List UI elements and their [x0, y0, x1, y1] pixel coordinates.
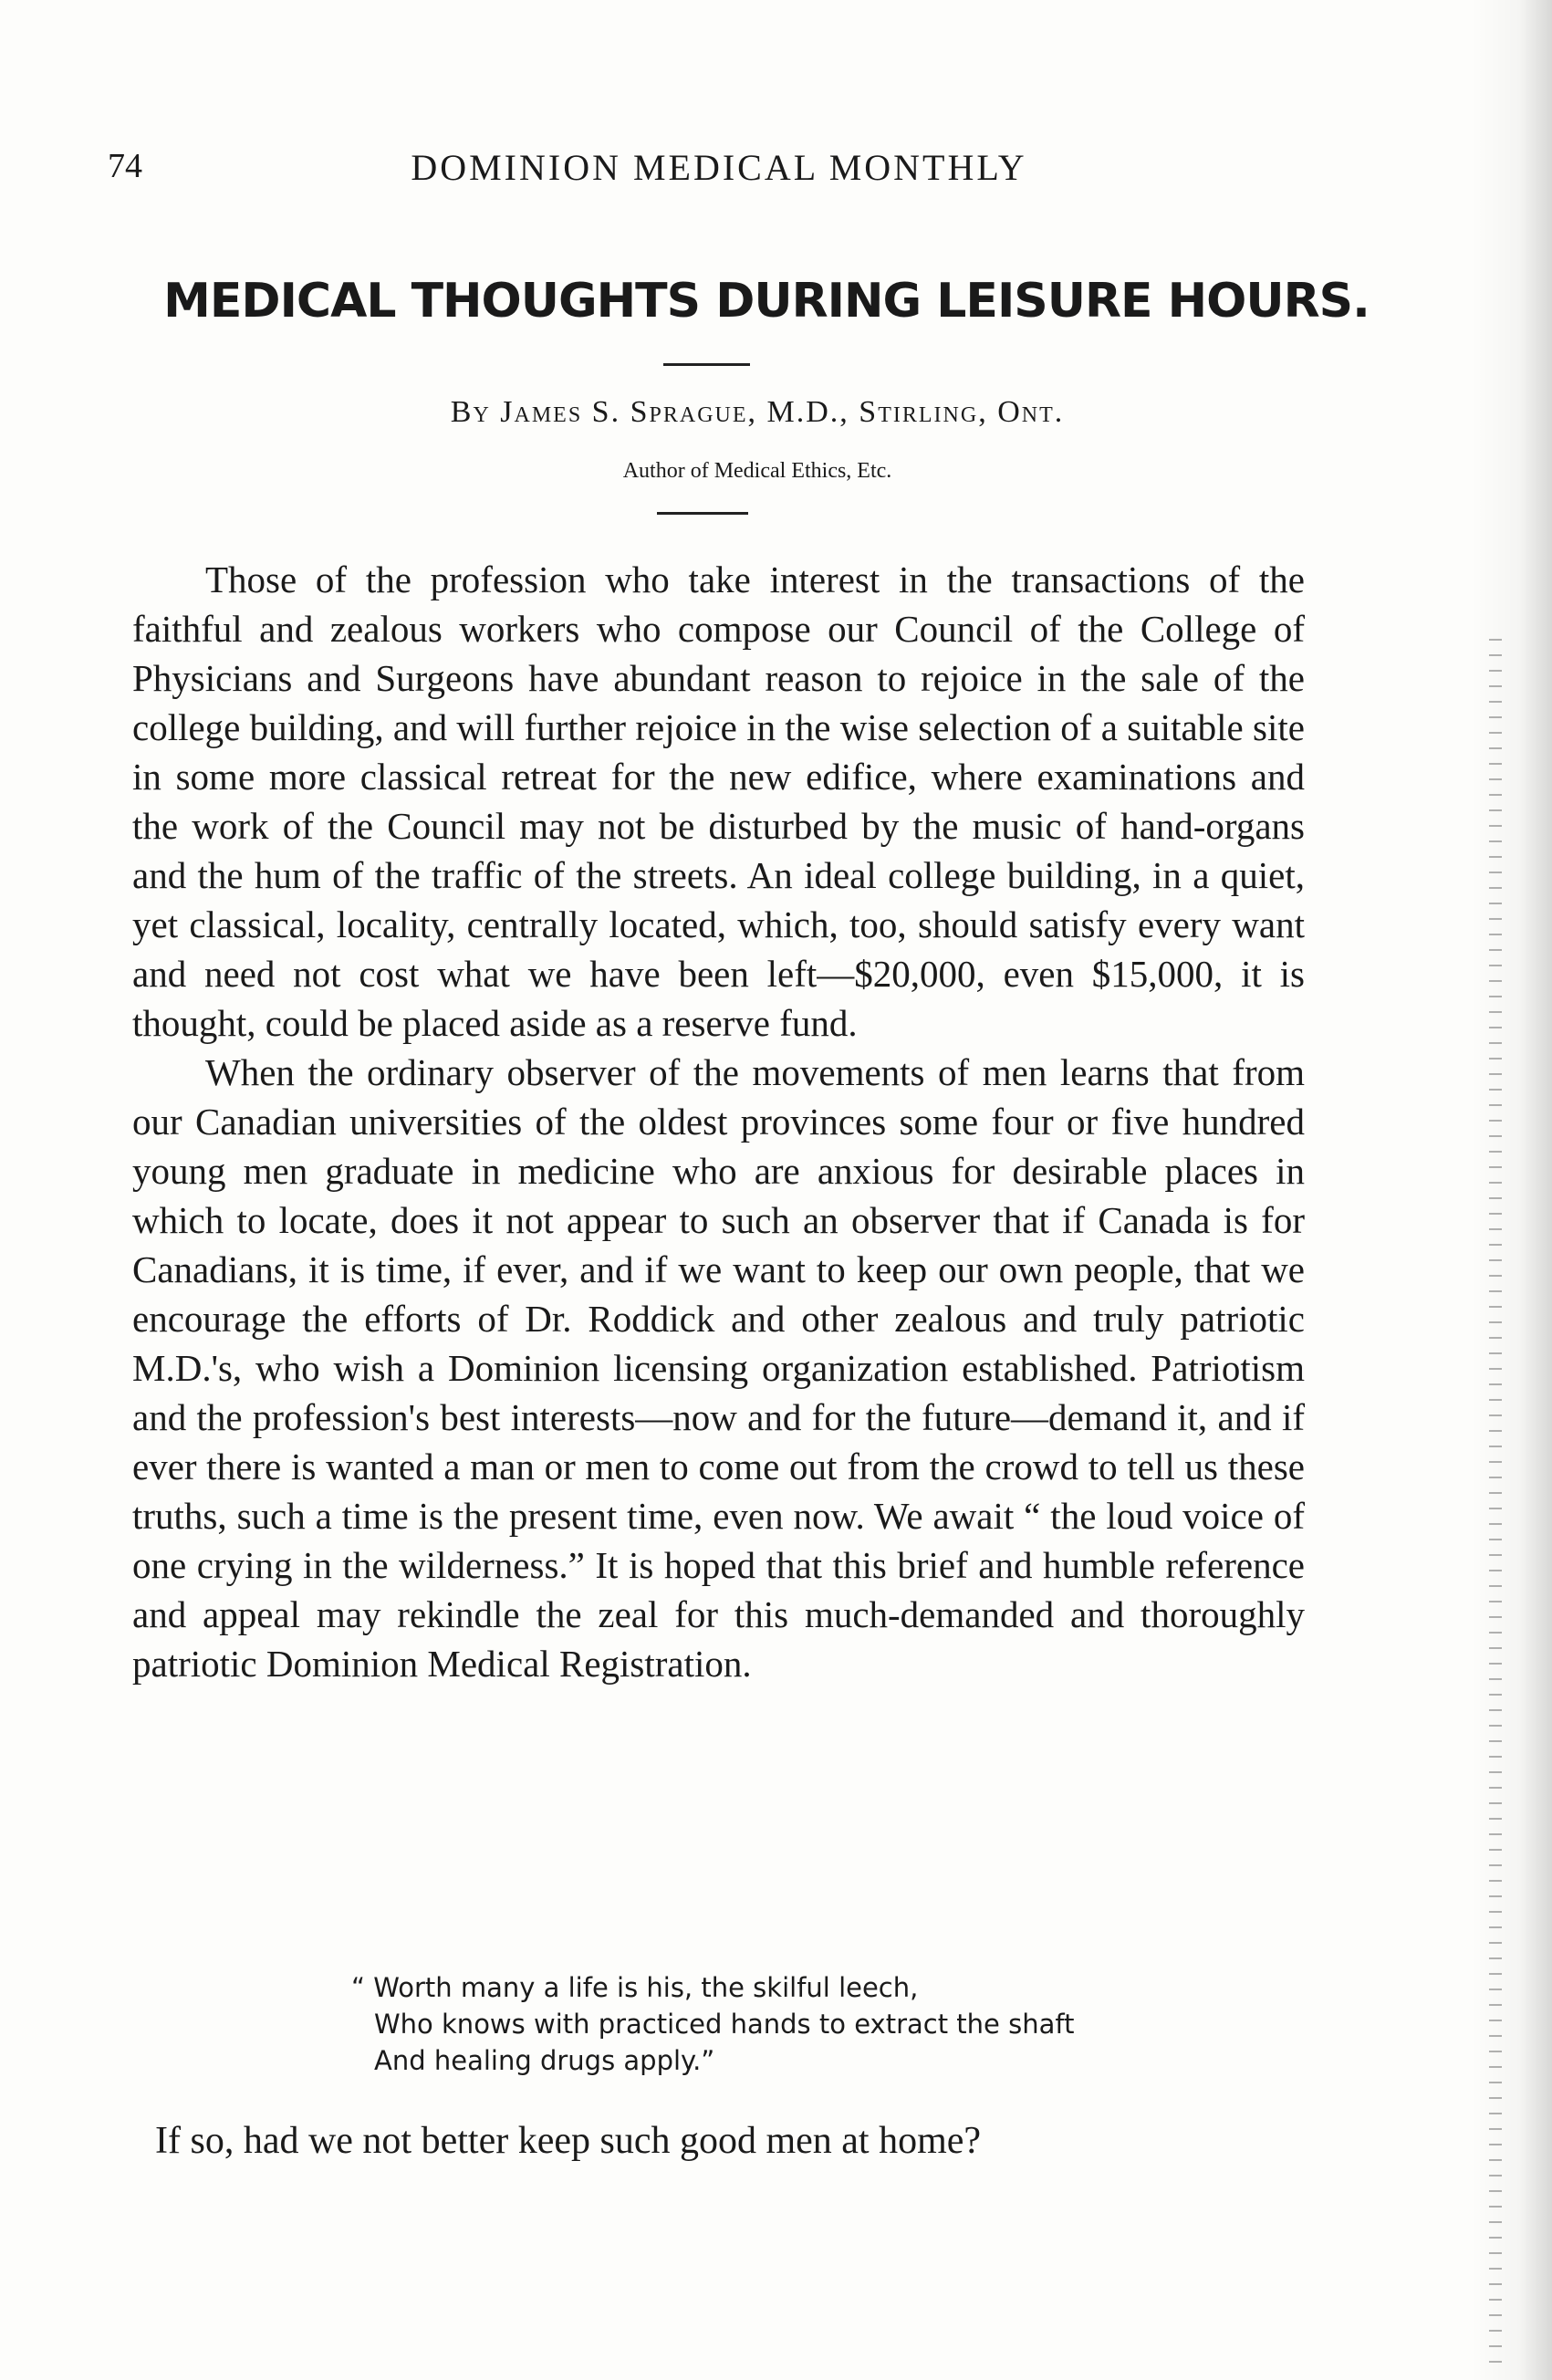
verse-line: And healing drugs apply.”	[374, 2045, 715, 2076]
author-credit: Author of Medical Ethics, Etc.	[622, 459, 892, 483]
title-divider	[663, 363, 750, 366]
verse-line: “ Worth many a life is his, the skilful leech,	[351, 1972, 919, 2003]
byline: By James S. Sprague, M.D., Stirling, Ont.	[450, 395, 1065, 429]
article-title: MEDICAL THOUGHTS DURING LEISURE HOURS.	[163, 274, 1370, 329]
page-number: 74	[108, 147, 142, 185]
paragraph: When the ordinary observer of the movements of men learns that from our Canadian universities of the oldest provinces some four or five hundred young men graduate in medicine who are anxious for desirable places in which to locate, does it not appear to such an observer that if Canada is for Canadians, it is time, if ever, and if we want to keep our own people, that we encourage the efforts of Dr. Roddick and other zealous and truly patriotic M.D.'s, who wish a Dominion licensing organization established. Patriotism and the profession's best interests—now and for the future—demand it, and if ever there is wanted a man or men to come out from the crowd to tell us these truths, such a time is the present time, even now. We await “ the loud voice of one crying in the wilderness.” It is hoped that this brief and humble reference and appeal may rekindle the zeal for this much-demanded and thoroughly patriotic Dominion Medical Registration.	[132, 1051, 1305, 1685]
closing-line: If so, had we not better keep such good men at home?	[155, 2120, 982, 2162]
verse-quote	[351, 1969, 1264, 2079]
byline-divider	[657, 512, 748, 515]
verse-line: Who knows with practiced hands to extract the shaft	[374, 2009, 1075, 2040]
page-edge-shadow	[1470, 0, 1552, 2380]
journal-name: DOMINION MEDICAL MONTHLY	[411, 147, 1027, 188]
scan-edge-specks	[1489, 639, 1502, 2373]
running-head	[108, 146, 1330, 201]
article-body	[132, 555, 1305, 1688]
paragraph: Those of the profession who take interest in the transactions of the faithful and zealous workers who compose our Council of the College of Physicians and Surgeons have abundant reason to rejoice in the sale of the college building, and will further rejoice in the wise selection of a suitable site in some more classical retreat for the new edifice, where examinations and the work of the Council may not be disturbed by the music of hand-organs and the hum of the traffic of the streets. An ideal college building, in a quiet, yet classical, locality, centrally located, which, too, should satisfy every want and need not cost what we have been left—$20,000, even $15,000, it is thought, could be placed aside as a reserve fund.	[132, 558, 1305, 1044]
